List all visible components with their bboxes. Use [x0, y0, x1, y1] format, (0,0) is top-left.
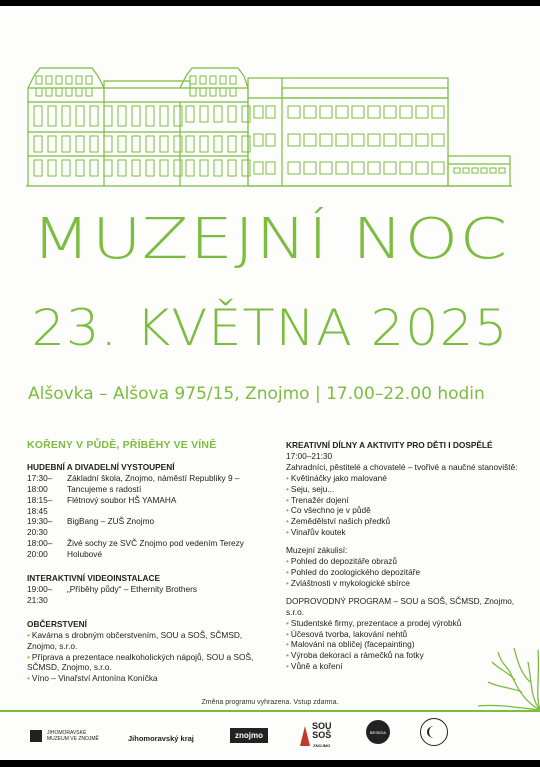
- workshops-heading: KREATIVNÍ DÍLNY A AKTIVITY PRO DĚTI I DOSPĚLÉ: [286, 440, 493, 450]
- poster: [0, 6, 540, 760]
- kraj-logo: Jihomoravský kraj: [128, 734, 194, 743]
- beseda-logo: BESEDA: [366, 720, 390, 744]
- list-item: • Pohled do zoologického depozitáře: [286, 567, 526, 578]
- museum-logo: JIHOMORAVSKÉ MUZEUM VE ZNOJMĚ: [30, 730, 99, 742]
- list-item: • Trenažér dojení: [286, 495, 526, 506]
- list-item: • Květináčky jako malované: [286, 473, 526, 484]
- workshops-intro: Zahradníci, pěstitelé a chovatelé – tvořivé a naučné stanoviště:: [286, 461, 518, 472]
- list-item: • Studentské firmy, prezentace a prodej výrobků: [286, 618, 526, 629]
- list-item: • Zvláštnosti v mykologické sbírce: [286, 578, 526, 589]
- program-right-column: [286, 440, 526, 672]
- venue-and-hours: Alšovka – Alšova 975/15, Znojmo | 17.00–22.00 hodin: [28, 384, 485, 404]
- event-title: MUZEJNÍ NOC: [31, 207, 509, 272]
- list-item: • Příprava a prezentace nealkoholických nápojů, SOU a SOŠ, SČMSD, Znojmo, s.r.o.: [27, 652, 272, 674]
- theme-subtitle: KOŘENY V PŮDĚ, PŘÍBĚHY VE VÍNĚ: [27, 439, 217, 451]
- list-item: 19:00–21:30 „Příběhy půdy“ – Ethernity Brothers: [27, 583, 198, 605]
- music-heading: HUDEBNÍ A DIVADELNÍ VYSTOUPENÍ: [27, 461, 175, 472]
- znojmo-logo: znojmo: [230, 728, 268, 743]
- list-item: 18:15–18:45 Flétnový soubor HŠ YAMAHA: [27, 494, 177, 516]
- circle-logo: [420, 718, 448, 746]
- workshops-time: 17:00–21:30: [286, 450, 333, 461]
- list-item: 17:30–18:00 Základní škola, Znojmo, náměstí Republiky 9 – Tancujeme s radostí: [27, 472, 240, 494]
- list-item: • Co všechno je v půdě: [286, 505, 526, 516]
- list-item: • Malování na obličej (facepainting): [286, 639, 526, 650]
- program-left-column: [27, 440, 272, 684]
- museum-logo-icon: [30, 730, 42, 742]
- backstage-heading: Muzejní zákulisí:: [286, 545, 348, 556]
- moon-icon: [427, 726, 441, 738]
- list-item: • Vinařův koutek: [286, 527, 526, 538]
- list-item: 19:30–20:30 BigBang – ZUŠ Znojmo: [27, 516, 155, 538]
- program-heading: DOPROVODNÝ PROGRAM – SOU a SOŠ, SČMSD, Znojmo, s.r.o.: [286, 595, 515, 617]
- list-item: • Vůně a koření: [286, 661, 526, 672]
- tower-icon: [300, 726, 310, 746]
- partner-logos: [0, 718, 540, 758]
- sou-sos-logo: SOU SOŠ ZNOJMO: [300, 722, 331, 750]
- video-heading: INTERAKTIVNÍ VIDEOINSTALACE: [27, 573, 161, 584]
- food-heading: OBČERSTVENÍ: [27, 618, 87, 629]
- list-item: • Výroba dekorací a rámečků na fotky: [286, 650, 526, 661]
- list-item: • Víno – Vinařství Antonína Koníčka: [27, 673, 272, 684]
- list-item: • Účesová tvorba, lakování nehtů: [286, 629, 526, 640]
- event-date: 23. KVĚTNA 2025: [31, 299, 509, 357]
- list-item: • Seju, seju...: [286, 484, 526, 495]
- list-item: 18:00–20:00 Živé sochy ze SVČ Znojmo pod vedením Terezy Holubové: [27, 538, 244, 560]
- footnote: Změna programu vyhrazena. Vstup zdarma.: [201, 699, 339, 706]
- building-illustration: [0, 6, 540, 196]
- list-item: • Pohled do depozitáře obrazů: [286, 556, 526, 567]
- list-item: • Zemědělství našich předků: [286, 516, 526, 527]
- list-item: • Kavárna s drobným občerstvením, SOU a SOŠ, SČMSD, Znojmo, s.r.o.: [27, 630, 272, 652]
- divider: [0, 710, 540, 712]
